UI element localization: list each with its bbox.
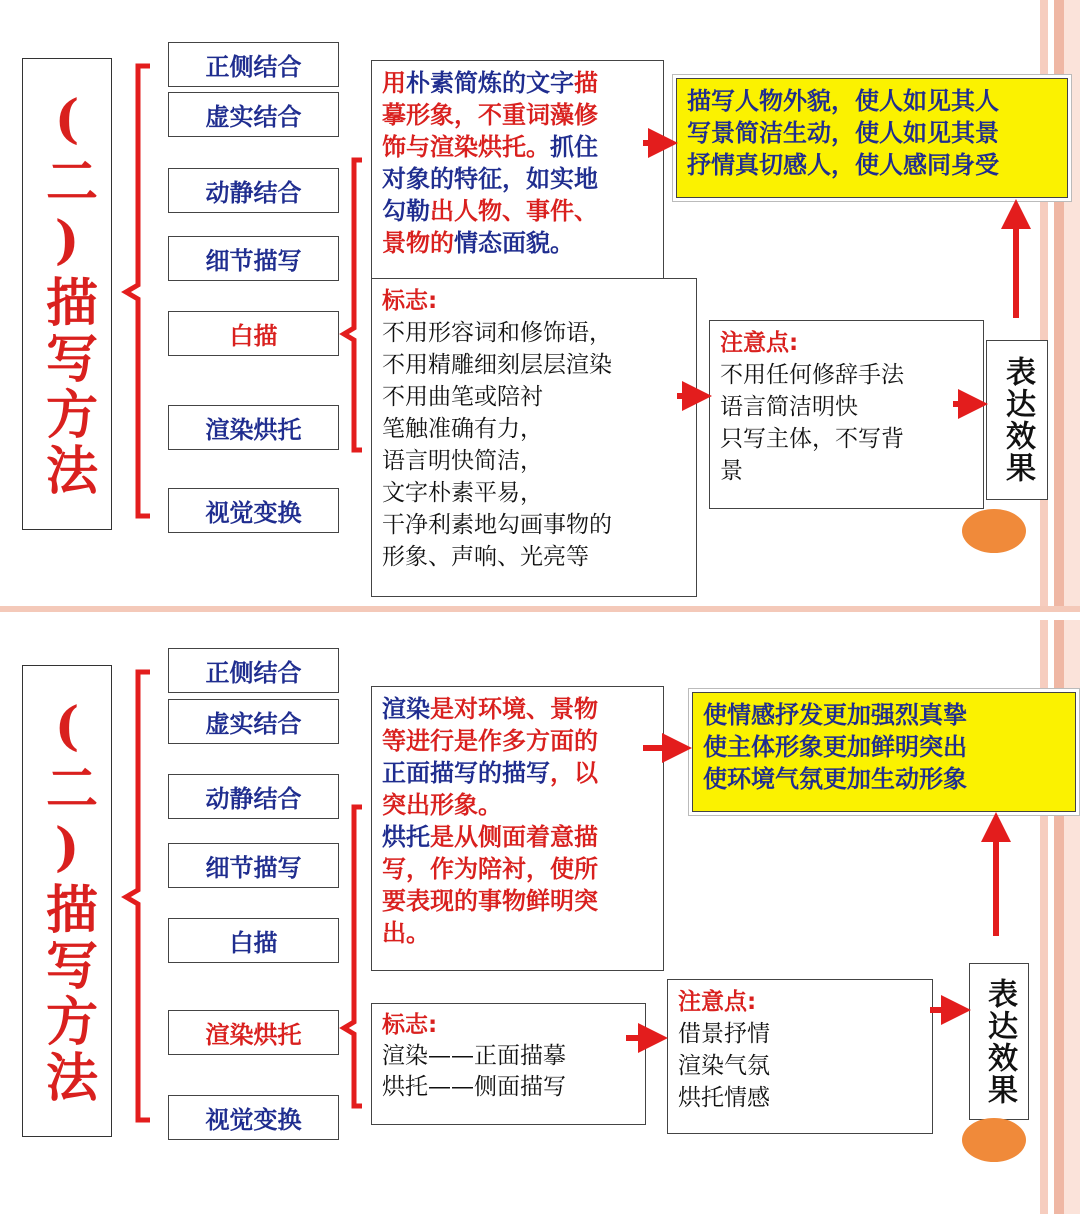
effect-line: 写景简洁生动，使人如见其景 (687, 119, 999, 147)
method-item-baimiao: 白描 (168, 918, 339, 963)
definition-segment: ，以 (550, 759, 598, 787)
definition-segment: 出。 (382, 919, 430, 947)
note-line: 借景抒情 (678, 1021, 770, 1047)
sign-line: 文字朴素平易， (382, 480, 543, 506)
definition-segment: 要表现的事物鲜明突 (382, 887, 598, 915)
method-item-xijie: 细节描写 (168, 843, 339, 888)
effect-line: 使环境气氛更加生动形象 (703, 765, 967, 793)
method-item-baimiao: 白描 (168, 311, 339, 356)
divider-stripe (0, 606, 1080, 612)
method-item-xuanran: 渲染烘托 (168, 405, 339, 450)
note-line: 渲染气氛 (678, 1053, 770, 1079)
definition-segment: 饰与渲染烘托。 (382, 133, 550, 161)
definition-segment: 对象的特征，如实地 (382, 165, 598, 193)
panel-title: (二)描写方法 (36, 89, 98, 499)
definition-segment: 摹形象，不重词藻修 (382, 101, 598, 129)
definition-segment: 写，作为陪衬，使所 (382, 855, 598, 883)
definition-segment: 朴素简炼的文字 (406, 69, 574, 97)
note-line: 只写主体，不写背 (720, 426, 904, 452)
method-item-zhengce: 正侧结合 (168, 648, 339, 693)
method-item-dongjing: 动静结合 (168, 774, 339, 819)
method-item-xuanran: 渲染烘托 (168, 1010, 339, 1055)
inner-brace (344, 160, 362, 450)
definition-segment: 描 (574, 69, 598, 97)
method-item-xushi: 虚实结合 (168, 92, 339, 137)
note-label: 注意点: (720, 330, 799, 356)
sign-line: 渲染——正面描摹 (382, 1043, 566, 1069)
note-label: 注意点: (678, 989, 757, 1015)
method-item-dongjing: 动静结合 (168, 168, 339, 213)
effect-line: 抒情真切感人，使人感同身受 (687, 151, 999, 179)
definition-segment: 抓住 (550, 133, 598, 161)
inner-brace (344, 807, 362, 1106)
definition-segment: 是对环境、景物 (430, 695, 598, 723)
method-item-xijie: 细节描写 (168, 236, 339, 281)
sign-line: 形象、声响、光亮等 (382, 544, 589, 570)
sign-line: 干净利素地勾画事物的 (382, 512, 612, 538)
left-brace (126, 66, 150, 516)
sign-label: 标志: (382, 288, 438, 314)
method-item-shijue: 视觉变换 (168, 488, 339, 533)
definition-segment: 勾勒 (382, 197, 430, 225)
sign-line: 不用精雕细刻层层渲染 (382, 352, 612, 378)
sign-line: 不用曲笔或陪衬 (382, 384, 543, 410)
method-item-zhengce: 正侧结合 (168, 42, 339, 87)
definition-segment: 用 (382, 69, 406, 97)
effect-line: 描写人物外貌，使人如见其人 (687, 87, 999, 115)
expression-box: 表达效果 (969, 963, 1029, 1120)
definition-segment: 等进行是作多方面的 (382, 727, 598, 755)
note-line: 烘托情感 (678, 1085, 770, 1111)
definition-segment: 突出形象。 (382, 791, 502, 819)
left-brace (126, 672, 150, 1120)
note-line: 语言简洁明快 (720, 394, 858, 420)
expression-box: 表达效果 (986, 340, 1048, 500)
note-line: 不用任何修辞手法 (720, 362, 904, 388)
definition-segment: 出人物、事件、 (430, 197, 598, 225)
sign-line: 笔触准确有力， (382, 416, 543, 442)
method-item-xushi: 虚实结合 (168, 699, 339, 744)
panel-2 (0, 620, 1080, 1214)
sign-line: 语言明快简洁， (382, 448, 543, 474)
method-item-shijue: 视觉变换 (168, 1095, 339, 1140)
note-line: 景 (720, 458, 743, 484)
definition-segment: 景物的 (382, 229, 454, 257)
definition-segment: 正面描写的描写 (382, 759, 550, 787)
panel-title: (二)描写方法 (36, 696, 98, 1106)
effect-line: 使主体形象更加鲜明突出 (703, 733, 967, 761)
definition-segment: 烘托 (382, 823, 430, 851)
panel-2-connectors (0, 620, 1080, 1214)
panel-1-connectors (0, 0, 1080, 606)
definition-segment: 情态面貌。 (454, 229, 574, 257)
sign-label: 标志: (382, 1012, 438, 1038)
effect-line: 使情感抒发更加强烈真挚 (703, 701, 967, 729)
definition-segment: 是从侧面着意描 (430, 823, 598, 851)
panel-1 (0, 0, 1080, 606)
definition-segment: 渲染 (382, 695, 430, 723)
sign-line: 烘托——侧面描写 (382, 1074, 566, 1100)
sign-line: 不用形容词和修饰语， (382, 320, 612, 346)
